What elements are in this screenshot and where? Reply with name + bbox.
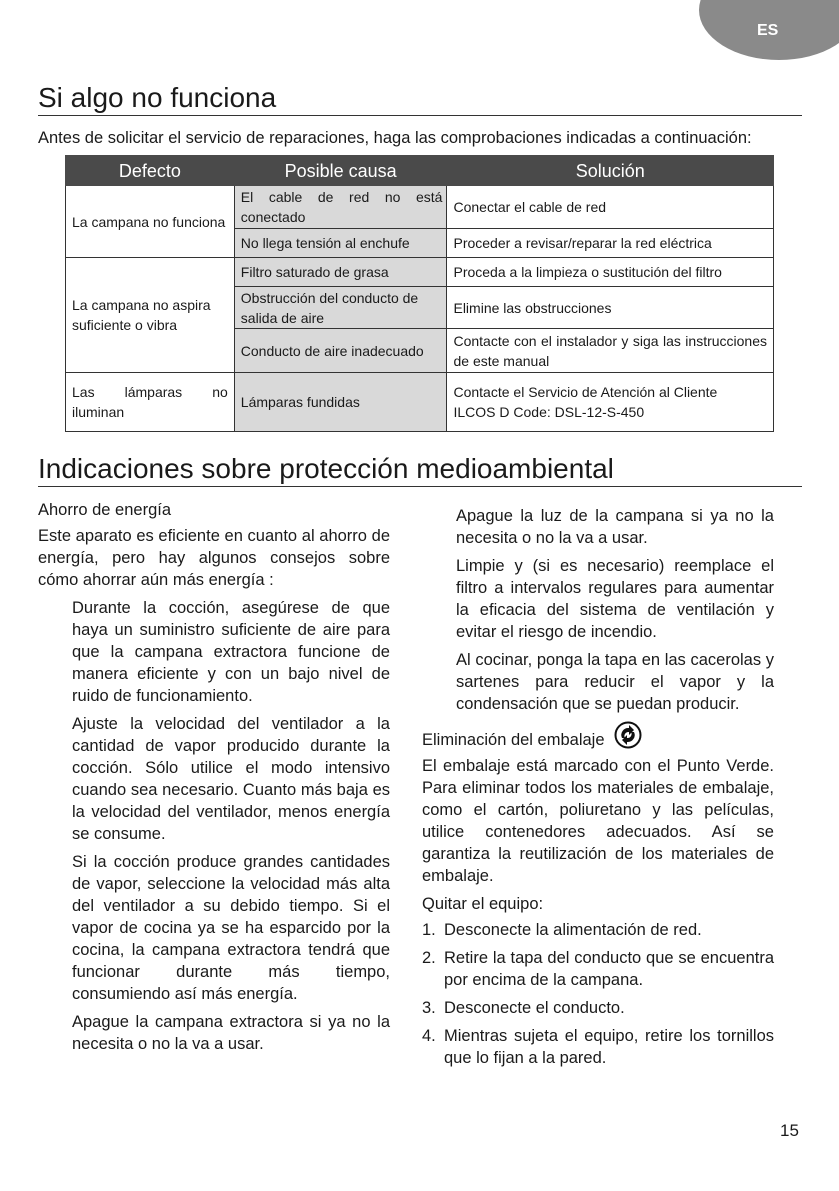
table-row	[66, 258, 774, 287]
header-solution: Solución	[447, 156, 774, 186]
step-number: 3.	[422, 999, 436, 1017]
step-text: Desconecte la alimentación de red.	[444, 921, 702, 939]
step-text: Desconecte el conducto.	[444, 999, 625, 1017]
removal-steps	[422, 919, 774, 1069]
language-label: ES	[757, 22, 779, 39]
energy-tip: Al cocinar, ponga la tapa en las cacerolas y sartenes para reducir el vapor y la condensación que se puedan producir.	[456, 651, 774, 713]
step-text: Retire la tapa del conducto que se encuentra por encima de la campana.	[444, 949, 774, 989]
left-column	[38, 499, 390, 1061]
packaging-text: El embalaje está marcado con el Punto Verde. Para eliminar todos los materiales de embalaje, como el cartón, poliuretano y las películas, utilice contenedores adecuados. Así se garantiza la reutilización de los materiales de embalaje.	[422, 757, 774, 885]
defect-cell: Las lámparas no iluminan	[66, 373, 235, 432]
solution-cell: Proceder a revisar/reparar la red eléctrica	[447, 229, 774, 258]
list-item	[422, 947, 774, 991]
cause-cell: No llega tensión al enchufe	[234, 229, 447, 258]
energy-tip: Apague la luz de la campana si ya no la necesita o no la va a usar.	[456, 507, 774, 547]
list-item	[422, 919, 774, 941]
cause-cell: El cable de red no está conectado	[234, 186, 447, 229]
solution-cell: Proceda a la limpieza o sustitución del filtro	[447, 258, 774, 287]
section-title-troubleshooting: Si algo no funciona	[38, 82, 802, 116]
table-header-row	[66, 156, 774, 186]
removal-heading: Quitar el equipo:	[422, 895, 544, 913]
solution-line: Contacte el Servicio de Atención al Cliente	[453, 384, 718, 400]
solution-line: ILCOS D Code: DSL-12-S-450	[453, 404, 645, 420]
step-number: 2.	[422, 949, 436, 967]
solution-cell	[447, 373, 774, 432]
list-item	[422, 1025, 774, 1069]
cause-cell: Obstrucción del conducto de salida de aire	[234, 287, 447, 329]
energy-tip: Si la cocción produce grandes cantidades de vapor, seleccione la velocidad más alta del ventilador a su debido tiempo. Si el vapor de cocina ya se ha esparcido por la cocina, la campana extractora tendrá que funcionar durante más tiempo, consumiendo así más energía.	[72, 853, 390, 1003]
step-number: 1.	[422, 921, 436, 939]
section-title-environment: Indicaciones sobre protección medioambiental	[38, 453, 802, 487]
list-item	[422, 997, 774, 1019]
defect-cell: La campana no aspira suficiente o vibra	[66, 258, 235, 373]
energy-tip: Ajuste la velocidad del ventilador a la cantidad de vapor producido durante la cocción. Sólo utilice el modo intensivo cuando sea necesario. Cuanto más baja es la velocidad del ventilador, menos energía se consume.	[72, 715, 390, 843]
energy-tip: Limpie y (si es necesario) reemplace el filtro a intervalos regulares para aumentar la eficacia del sistema de ventilación y evitar el riesgo de incendio.	[456, 557, 774, 641]
table-row	[66, 186, 774, 229]
energy-intro: Este aparato es eficiente en cuanto al ahorro de energía, pero hay algunos consejos sobre cómo ahorrar aún más energía :	[38, 527, 390, 589]
step-text: Mientras sujeta el equipo, retire los tornillos que lo fijan a la pared.	[444, 1027, 774, 1067]
solution-cell: Elimine las obstrucciones	[447, 287, 774, 329]
right-column	[422, 505, 774, 1075]
energy-heading: Ahorro de energía	[38, 501, 172, 519]
header-defect: Defecto	[66, 156, 235, 186]
step-number: 4.	[422, 1027, 436, 1045]
cause-cell: Filtro saturado de grasa	[234, 258, 447, 287]
energy-tip: Durante la cocción, asegúrese de que haya un suministro suficiente de aire para que la campana extractora funcione de manera eficiente y con un bajo nivel de ruido de funcionamiento.	[72, 599, 390, 705]
table-row	[66, 373, 774, 432]
troubleshooting-intro: Antes de solicitar el servicio de reparaciones, haga las comprobaciones indicadas a continuación:	[38, 129, 752, 147]
header-cause: Posible causa	[234, 156, 447, 186]
green-dot-recycle-icon	[613, 721, 643, 749]
solution-cell: Conectar el cable de red	[447, 186, 774, 229]
energy-tip: Apague la campana extractora si ya no la necesita o no la va a usar.	[72, 1013, 390, 1053]
language-tab	[699, 0, 839, 60]
defect-cell: La campana no funciona	[66, 186, 235, 258]
solution-cell: Contacte con el instalador y siga las instrucciones de este manual	[447, 329, 774, 373]
page-number: 15	[780, 1121, 799, 1140]
packaging-heading-text: Eliminación del embalaje	[422, 731, 605, 749]
packaging-heading	[422, 721, 774, 751]
cause-cell: Lámparas fundidas	[234, 373, 447, 432]
troubleshooting-table	[65, 155, 774, 432]
cause-cell: Conducto de aire inadecuado	[234, 329, 447, 373]
